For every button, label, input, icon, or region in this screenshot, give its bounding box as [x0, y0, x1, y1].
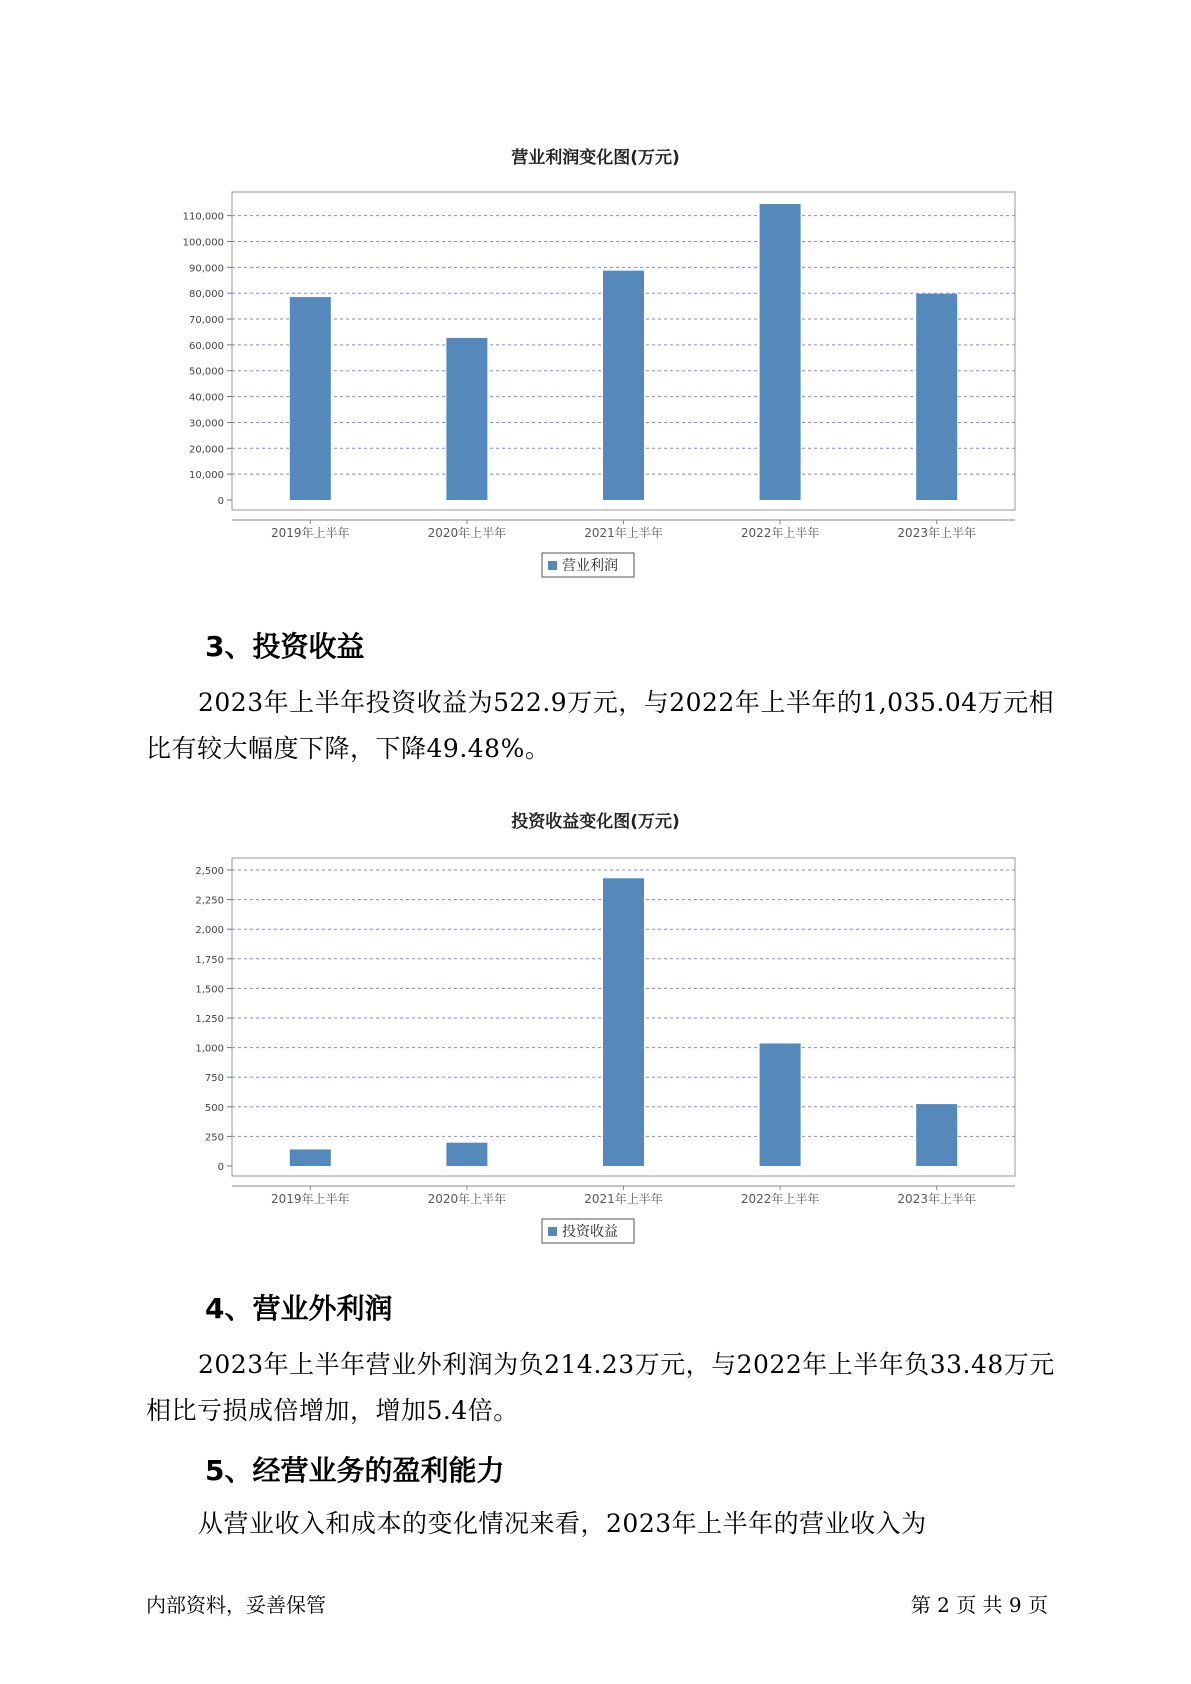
section-5-heading: 5、经营业务的盈利能力 [205, 1454, 505, 1487]
section-3-paragraph: 2023年上半年投资收益为522.9万元，与2022年上半年的1,035.04万元相比有较大幅度下降，下降49.48%。 [146, 688, 1055, 763]
y-tick-label: 20,000 [189, 444, 224, 456]
bar-2022年上半年 [760, 1043, 801, 1166]
bar-2020年上半年 [446, 1143, 487, 1166]
x-tick-label: 2022年上半年 [740, 1192, 820, 1206]
y-tick-label: 70,000 [189, 315, 224, 327]
y-tick-label: 1,250 [195, 1014, 224, 1025]
bar-2021年上半年 [603, 878, 644, 1166]
chart-1-operating-profit [150, 170, 1030, 590]
y-tick-label: 40,000 [189, 392, 224, 404]
bar-2023年上半年 [916, 1104, 957, 1166]
x-tick-label: 2023年上半年 [897, 1192, 976, 1206]
bar-2023年上半年 [916, 294, 957, 500]
y-tick-label: 1,500 [195, 984, 224, 996]
bar-2019年上半年 [290, 297, 331, 500]
y-tick-label: 80,000 [189, 289, 224, 301]
legend [542, 553, 634, 577]
y-tick-label: 0 [217, 496, 224, 507]
x-tick-label: 2020年上半年 [427, 526, 507, 540]
y-tick-label: 0 [217, 1162, 224, 1173]
y-tick-label: 500 [204, 1102, 224, 1114]
x-tick-label: 2022年上半年 [740, 526, 820, 540]
footer-page-number: 第 2 页 共 9 页 [910, 1593, 1048, 1617]
section-4-heading: 4、营业外利润 [205, 1292, 393, 1325]
x-tick-label: 2019年上半年 [271, 526, 350, 540]
x-tick-label: 2019年上半年 [271, 1192, 350, 1206]
x-tick-label: 2020年上半年 [427, 1192, 507, 1206]
x-tick-label: 2023年上半年 [897, 526, 976, 540]
x-tick-label: 2021年上半年 [584, 526, 663, 540]
chart-1-title: 营业利润变化图(万元) [511, 148, 680, 168]
y-tick-label: 30,000 [189, 418, 224, 430]
legend-swatch [548, 561, 557, 570]
y-tick-label: 2,000 [195, 925, 224, 937]
y-tick-label: 1,000 [195, 1043, 224, 1055]
y-tick-label: 100,000 [182, 237, 224, 249]
y-tick-label: 110,000 [182, 211, 224, 223]
y-tick-label: 10,000 [189, 470, 224, 482]
legend-label: 营业利润 [562, 558, 618, 574]
footer-confidential-note: 内部资料，妥善保管 [146, 1593, 326, 1617]
y-tick-label: 750 [204, 1073, 224, 1085]
bar-2020年上半年 [446, 338, 487, 500]
y-tick-label: 250 [204, 1132, 224, 1144]
bar-2019年上半年 [290, 1149, 331, 1166]
chart-2-investment-income [150, 836, 1030, 1256]
y-tick-label: 2,500 [195, 866, 224, 877]
y-tick-label: 1,750 [195, 954, 224, 966]
section-5-paragraph: 从营业收入和成本的变化情况来看，2023年上半年的营业收入为 [198, 1509, 927, 1538]
legend [542, 1219, 634, 1243]
y-tick-label: 90,000 [189, 263, 224, 275]
legend-label: 投资收益 [562, 1224, 618, 1240]
chart-2-title: 投资收益变化图(万元) [511, 812, 680, 832]
section-4-paragraph: 2023年上半年营业外利润为负214.23万元，与2022年上半年负33.48万元相比亏损成倍增加，增加5.4倍。 [146, 1350, 1055, 1425]
legend-swatch [548, 1227, 557, 1236]
section-3-heading: 3、投资收益 [205, 630, 365, 663]
bar-2022年上半年 [760, 204, 801, 500]
bar-2021年上半年 [603, 271, 644, 500]
y-tick-label: 2,250 [195, 895, 224, 907]
y-tick-label: 50,000 [189, 366, 224, 378]
y-tick-label: 60,000 [189, 340, 224, 352]
x-tick-label: 2021年上半年 [584, 1192, 663, 1206]
